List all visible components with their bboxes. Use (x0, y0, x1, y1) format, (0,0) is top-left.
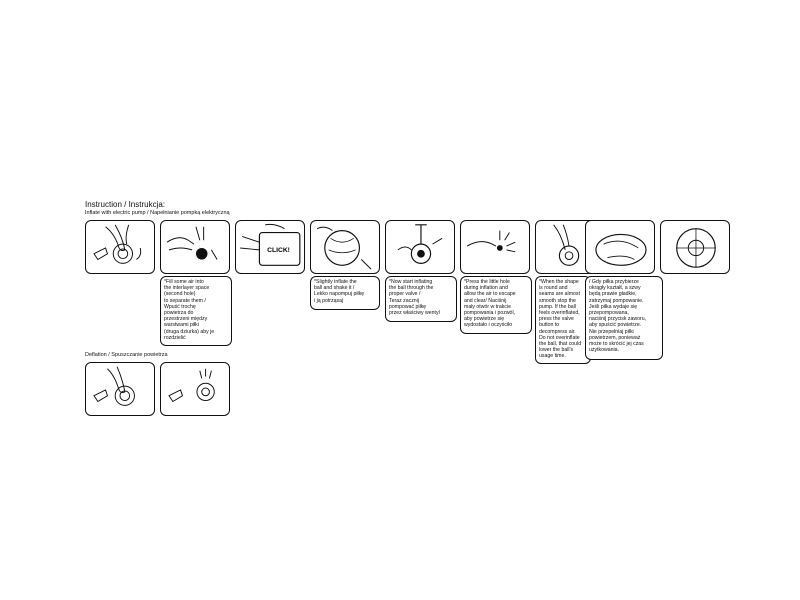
step5-caption (385, 276, 457, 322)
step2-caption (160, 276, 232, 346)
step8-caption-text: / Gdy piłka przybierze okrągły kształt, a szwy będą prawie gładkie, zatrzymaj pompowanie. Jeśli piłka wydaje się przepompowana, naciśnij przycisk zaworu, aby spuścić powietrze. Nie przepełniaj piłki powietrzem, ponieważ może to skrócić jej czas użytkowania. (589, 279, 647, 354)
pump-label: CLICK! (267, 246, 290, 254)
inflate-subheading: Inflate with electric pump / Napełnianie pompką elektryczną (85, 210, 230, 216)
deflation-air-release-icon (161, 363, 229, 415)
step5-panel-inflate-valve (385, 220, 455, 274)
instruction-heading: Instruction / Instrukcja: (85, 200, 166, 209)
step4-caption-text: *Slightly inflate the ball and shake it / Lekko napompuj piłkę i ją potrząsaj (314, 279, 365, 304)
step2-panel-press-valve (160, 220, 230, 274)
step9-panel-ball-top (660, 220, 730, 274)
electric-pump-icon (236, 221, 304, 273)
step3-panel-pump (235, 220, 305, 274)
deflation-heading: Deflation / Spuszczanie powietrza (85, 352, 168, 358)
step2-caption-text: *Fill some air into the interlayer space (second hole) to separate them / Wpuść trochę powietrza do przestrzeni między warstwami piłki (druga dziurka) aby je rozdzielić (164, 279, 215, 341)
release-air-icon (461, 221, 529, 273)
step7-caption (535, 276, 591, 364)
shake-ball-icon (311, 221, 379, 273)
step8-panel-round-ball (585, 220, 655, 274)
step1-panel-valve-hand (85, 220, 155, 274)
hand-on-valve-icon (86, 221, 154, 273)
step6-caption (460, 276, 532, 334)
step6-caption-text: *Press the little hole during inflation and allow the air to escape and clear/ Naciśnij mały otwór w trakcie pompowania i pozwól, aby powietrze się wydostało i oczyściło (464, 279, 516, 329)
step6-panel-press-hole (460, 220, 530, 274)
ball-top-view-icon (661, 221, 729, 273)
step4-panel-shake-ball (310, 220, 380, 274)
step8-caption (585, 276, 663, 360)
step4-caption (310, 276, 380, 310)
step7-caption-text: *When the shape is round and seams are almost smooth stop the pump. If the ball feels overinflated, press the valve button to decompress air. Do not overinflate the ball, that could lower the ball's usage time. (539, 279, 582, 360)
deflation-step2-panel (160, 362, 230, 416)
press-hole-icon (161, 221, 229, 273)
inflate-valve-icon (386, 221, 454, 273)
deflation-hand-valve-icon (86, 363, 154, 415)
round-ball-icon (586, 221, 654, 273)
step5-caption-text: *Now start inflating the ball through the proper valve / Teraz zacznij pompować piłkę przez właściwy wentyl (389, 279, 440, 317)
deflation-step1-panel (85, 362, 155, 416)
